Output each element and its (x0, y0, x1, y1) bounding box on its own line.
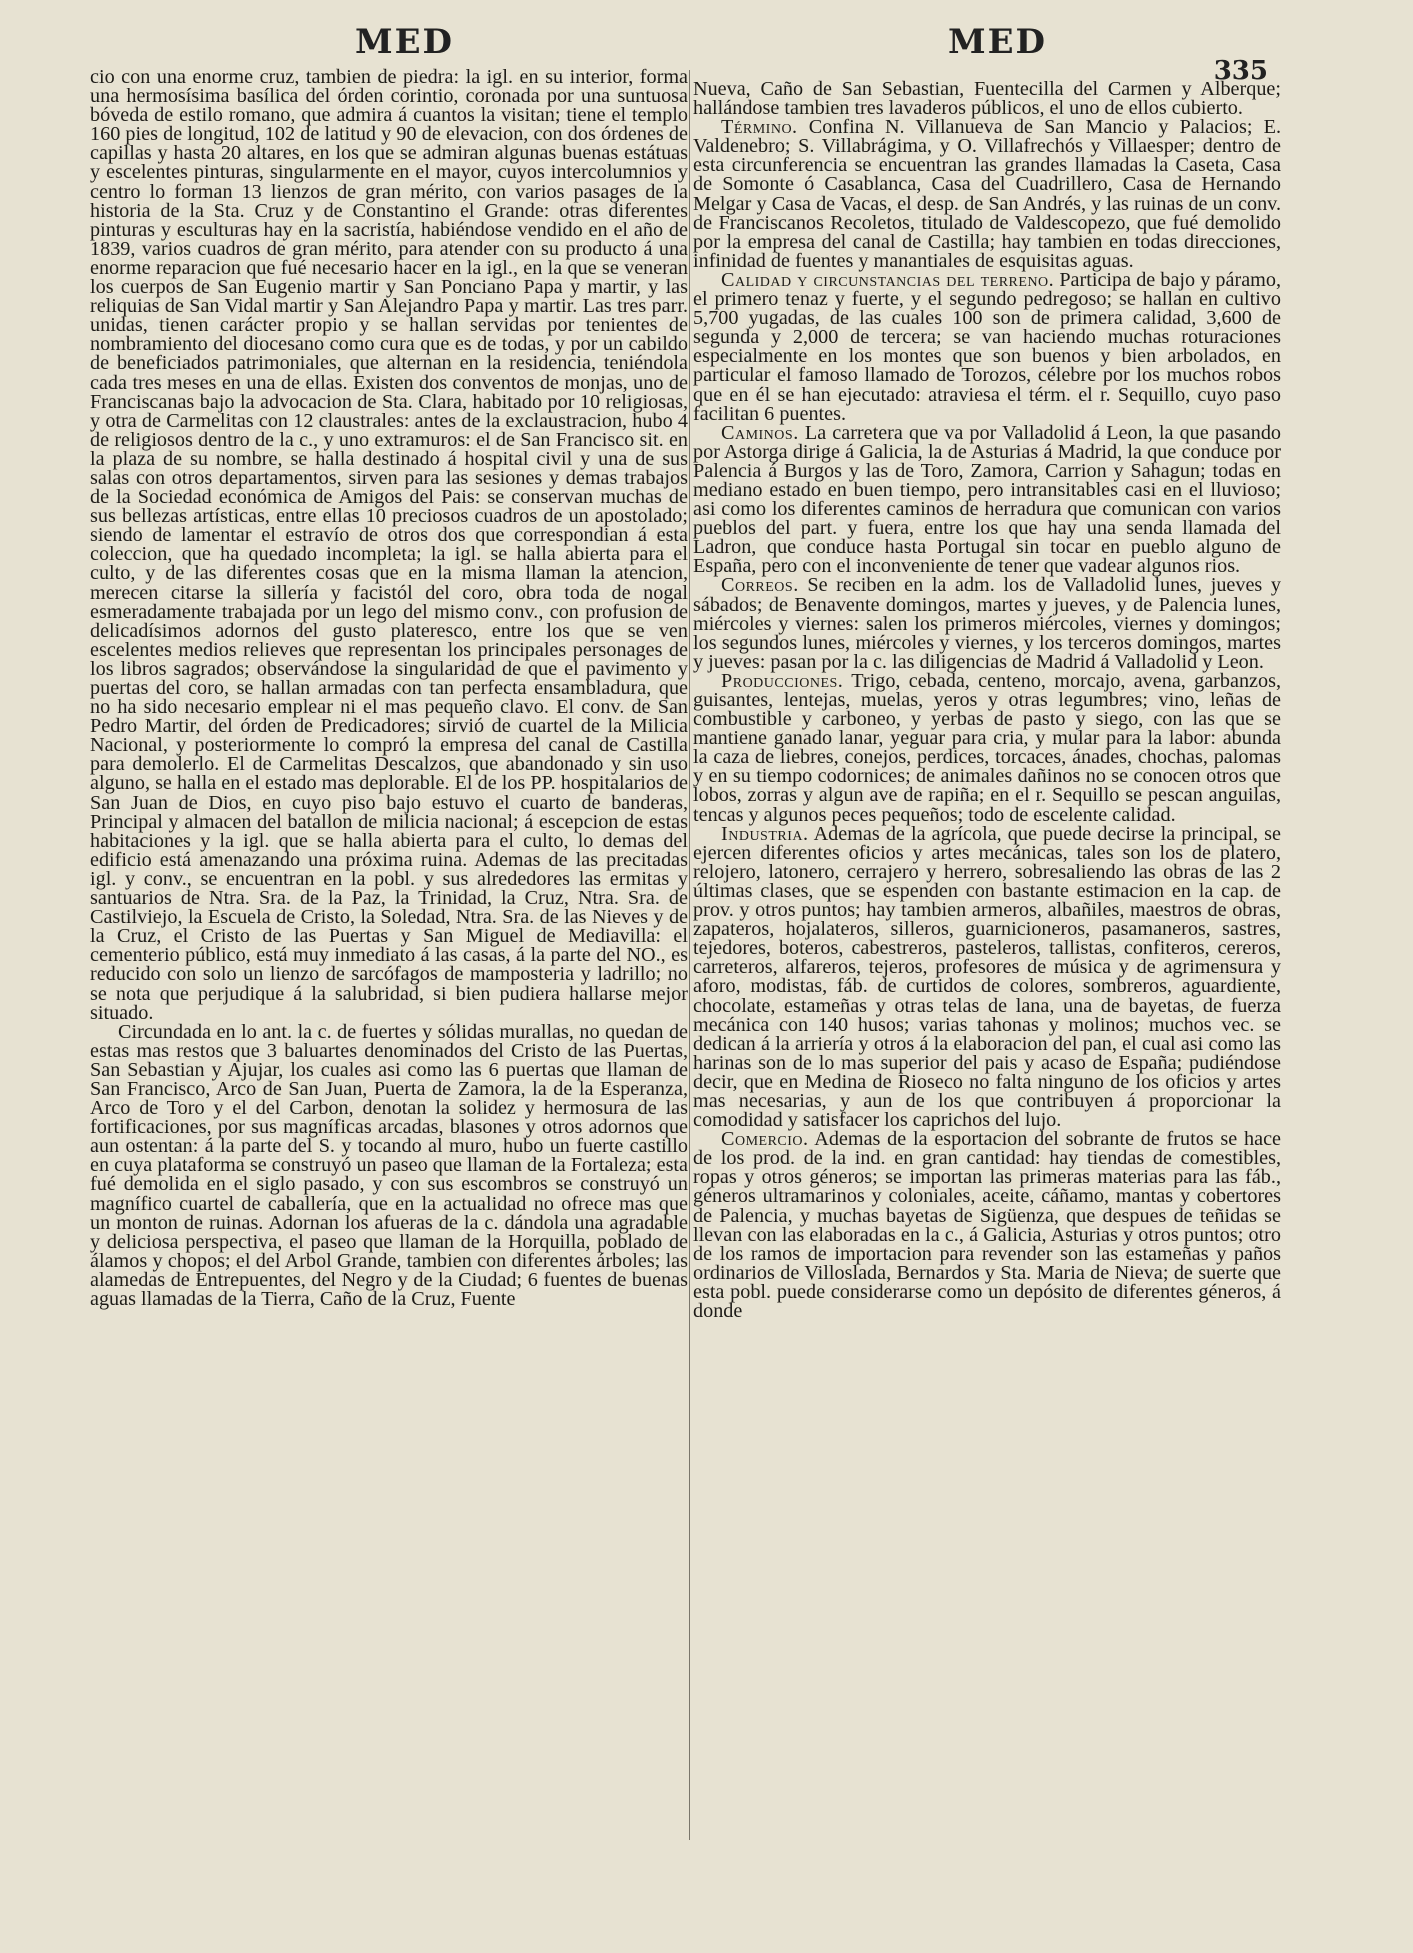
section-text: Ademas de la agrícola, que puede decirse la principal, se ejercen diferentes oficios y artes mecánicas, tales son los de platero, relojero, latonero, cerrajero y herrero, sobresaliendo las obras de las 2 últimas clases, que se espenden con bastante estimacion en la cap. de prov. y otros puntos; hay tambien armeros, albañiles, maestros de obras, zapateros, hojalateros, silleros, guarnicioneros, pasamaneros, sastres, tejedores, boteros, cabestreros, pasteleros, tallistas, confiteros, cereros, carreteros, alfareros, tejeros, profesores de música y de agrimensura y aforo, modistas, fáb. de curtidos de colores, sombreros, aguardiente, chocolate, estameñas y otras telas de lana, una de bayetas, de fuerza mecánica con 140 husos; varias tahonas y molinos; muchos vec. se dedican á la arriería y otros á la elaboracion del pan, el cual asi como las harinas son de lo mas superior del pais y acaso de España; pudiéndose decir, que en Medina de Rioseco no falta ninguno de los oficios y artes mas necesarias, y aun de los que contribuyen á proporcionar la comodidad y satisfacer los caprichos del lujo. (693, 822, 1281, 1132)
column-divider (689, 70, 690, 1840)
section-text: Confina N. Villanueva de San Mancio y Palacios; E. Valdenebro; S. Villabrágima, y O. Villafrechós y Villaesper; dentro de esta circunferencia se encuentran las grandes llamadas la Caseta, Casa de Somonte ó Casablanca, Casa del Cuadrillero, Casa de Hernando Melgar y Casa de Vacas, el desp. de San Andrés, y las ruinas de un conv. de Franciscanos Recoletos, titulado de Valdescopezo, que fué demolido por la empresa del canal de Castilla; hay tambien en todas direcciones, infinidad de fuentes y manantiales de esquisitas aguas. (693, 116, 1281, 272)
section-text: Se reciben en la adm. los de Valladolid lunes, jueves y sábados; de Benavente domingos, martes y jueves, y de Palencia lunes, miércoles y viernes: salen los primeros miércoles, viernes y domingos; los segundos lunes, miércoles y viernes, y los terceros domingos, martes y jueves: pasan por la c. las diligencias de Madrid á Valladolid y Leon. (693, 574, 1281, 673)
running-head-left: MED (355, 22, 455, 62)
section-correos (693, 576, 1281, 671)
section-text: Trigo, cebada, centeno, morcajo, avena, garbanzos, guisantes, lentejas, muelas, yeros y otras legumbres; vino, leñas de combustible y carboneo, y yerbas de pasto y siego, con las que se mantiene ganado lanar, yeguar para cria, y mular para la labor: abunda la caza de liebres, conejos, perdices, torcaces, ánades, chochas, palomas y en su tiempo codornices; de animales dañinos no se conocen otros que lobos, zorras y algun ave de rapiña; en el r. Sequillo se pescan anguilas, tencas y algunos peces pequeños; todo de escelente calidad. (693, 669, 1282, 826)
paragraph-churches: cio con una enorme cruz, tambien de piedra: la igl. en su interior, forma una hermosísima basílica del órden corintio, coronada por una suntuosa bóveda de estilo romano, que admira á cuantos la visitan; tiene el templo 160 pies de longitud, 102 de latitud y 90 de elevacion, con dos órdenes de capillas y hasta 20 altares, en los que se admiran algunas buenas estátuas y escelentes pinturas, singularmente en el mayor, cuyos intercolumnios y centro lo forman 13 lienzos de gran mérito, con varios pasages de la historia de la Sta. Cruz y de Constantino el Grande: otras diferentes pinturas y esculturas hay en la sacristía, habiéndose vendido en el año de 1839, varios cuadros de gran mérito, para atender con su producto á una enorme reparacion que fué necesario hacer en la igl., en la que se veneran los cuerpos de San Eugenio martir y San Ponciano Papa y martir, y las reliquias de San Vidal martir y San Alejandro Papa y martir. Las tres parr. unidas, tienen carácter propio y se hallan servidas por tenientes de nombramiento del diocesano como cura que es de todas, y por un cabildo de beneficiados patrimoniales, que alternan en la residencia, teniéndola cada tres meses en una de ellas. Existen dos conventos de monjas, uno de Franciscanas bajo la advocacion de Sta. Clara, habitado por 10 religiosas, y otra de Carmelitas con 12 claustrales: antes de la exclaustracion, hubo 4 de religiosos dentro de la c., y uno extramuros: el de San Francisco sit. en la plaza de su nombre, se halla destinado á hospital civil y una de sus salas con otros departamentos, sirven para las sesiones y demas trabajos de la Sociedad económica de Amigos del Pais: se conservan muchas de sus bellezas artísticas, entre ellas 10 preciosos cuadros de un apostolado; siendo de lamentar el estravío de otros dos que correspondian á esta coleccion, que ha quedado incompleta; la igl. se halla abierta para el culto, y de las diferentes cosas que en la misma llaman la atencion, merecen citarse la sillería y facistól del coro, obra toda de nogal esmeradamente trabajada por un lego del mismo conv., con profusion de delicadísimos adornos del gusto plateresco, entre los que se ven escelentes medios relieves que representan los principales personages de los libros sagrados; observándose la singularidad de que el pavimento y puertas del coro, se hallan armadas con tan perfecta ensambladura, que no ha sido necesario emplear ni el mas pequeño clavo. El conv. de San Pedro Martir, del órden de Predicadores; sirvió de cuartel de la Milicia Nacional, y posteriormente lo compró la empresa del canal de Castilla para demolerlo. El de Carmelitas Descalzos, que abandonado y sin uso alguno, se halla en el estado mas deplorable. El de los PP. hospitalarios de San Juan de Dios, en cuyo piso bajo estuvo el cuarto de banderas, Principal y almacen del batallon de milicia nacional; á escepcion de estas habitaciones y la igl. que se halla abierta para el culto, lo demas del edificio está amenazando una próxima ruina. Ademas de las precitadas igl. y conv., se encuentran en la pobl. y sus alrededores las ermitas y santuarios de Ntra. Sra. de la Paz, la Trinidad, la Cruz, Ntra. Sra. de Castilviejo, la Escuela de Cristo, la Soledad, Ntra. Sra. de las Nieves y de la Cruz, el Cristo de las Puertas y San Miguel de Mediavilla: el cementerio público, está muy inmediato á las casas, á la parte del NO., es reducido con solo un lienzo de sarcófagos de mamposteria y ladrillo; no se nota que perjudique á la salubridad, si bien pudiera hallarse mejor situado. (90, 66, 688, 1024)
section-text: La carretera que va por Valladolid á Leon, la que pasando por Astorga dirige á Galicia, la de Asturias á Madrid, la que conduce por Palencia á Burgos y las de Toro, Zamora, Carrion y Sahagun; todas en mediano estado en buen tiempo, pero intransitables casi en el lluvioso; asi como los diferentes caminos de herradura que comunican con varios pueblos del part. y fuera, entre los que hay una senda llamada del Ladron, que conduce hasta Portugal sin tocar en pueblo alguno de España, pero con el inconveniente de tener que vadear algunos rios. (693, 421, 1282, 578)
section-calidad (693, 268, 1281, 425)
section-heading: Término. (721, 116, 798, 139)
page-number: 335 (1213, 56, 1268, 86)
section-termino (693, 118, 1281, 271)
right-column (693, 80, 1281, 1321)
section-heading: Correos. (721, 574, 799, 597)
section-industria (693, 822, 1281, 1132)
section-text: Ademas de la esportacion del sobrante de frutos se hace de los prod. de la ind. en gran cantidad: hay tiendas de comestibles, ropas y otros géneros; se importan las primeras materias para las fáb., géneros ultramarinos y coloniales, aceite, cáñamo, mantas y cobertores de Palencia, y muchas bayetas de Sigüenza, que despues de teñidas se llevan con las elaboradas en la c., á Galicia, Asturias y otros puntos; otro de los ramos de importacion para revender son las estameñas y paños ordinarios de Villoslada, Bernardos y Sta. Maria de Nieva; de suerte que esta pobl. puede considerarse como un depósito de diferentes géneros, á donde (693, 1128, 1281, 1322)
section-heading: Producciones. (721, 669, 844, 692)
section-heading: Calidad y circunstancias del terreno. (721, 268, 1055, 291)
section-heading: Caminos. (721, 421, 799, 444)
section-heading: Industria. (721, 822, 809, 845)
section-comercio (693, 1130, 1281, 1321)
section-producciones (693, 669, 1282, 826)
section-text: Participa de bajo y páramo, el primero tenaz y fuerte, y el segundo pedregoso; se hallan en cultivo 5,700 yugadas, de las cuales 100 son de primera calidad, 3,600 de segunda y 2,000 de tercera; se van haciendo muchas roturaciones especialmente en los montes que son buenos y bien arbolados, en particular el famoso llamado de Torozos, célebre por los muchos robos que en él se han ejecutado: atraviesa el térm. el r. Sequillo, cuyo paso facilitan 6 puentes. (693, 268, 1281, 425)
paragraph-walls: Circundada en lo ant. la c. de fuertes y sólidas murallas, no quedan de estas mas restos que 3 baluartes denominados del Cristo de las Puertas, San Sebastian y Ajujar, los cuales asi como las 6 puertas que llaman de San Francisco, Arco de San Juan, Puerta de Zamora, la de la Esperanza, Arco de Toro y el del Carbon, denotan la solidez y hermosura de las fortificaciones, por sus magníficas arcadas, blasones y otros adornos que aun ostentan: á la parte del S. y tocando al muro, hubo un fuerte castillo en cuya plataforma se construyó un paseo que llaman de la Fortaleza; esta fué demolida en el siglo pasado, y con sus escombros se construyó un magnífico cuartel de caballería, que en la actualidad no ofrece mas que un monton de ruinas. Adornan los afueras de la c. dándola una agradable y deliciosa perspectiva, el paseo que llaman de la Horquilla, poblado de álamos y chopos; el del Arbol Grande, tambien con diferentes árboles; las alamedas de Entrepuentes, del Negro y de la Ciudad; 6 fuentes de buenas aguas llamadas de la Tierra, Caño de la Cruz, Fuente (90, 1020, 688, 1310)
section-heading: Comercio. (721, 1128, 809, 1151)
section-caminos (693, 421, 1282, 578)
left-column (90, 68, 688, 1309)
running-head-right: MED (948, 22, 1048, 62)
paragraph-fountains-continued: Nueva, Caño de San Sebastian, Fuentecilla del Carmen y Alberque; hallándose tambien tres lavaderos públicos, el uno de ellos cubierto. (693, 78, 1281, 120)
